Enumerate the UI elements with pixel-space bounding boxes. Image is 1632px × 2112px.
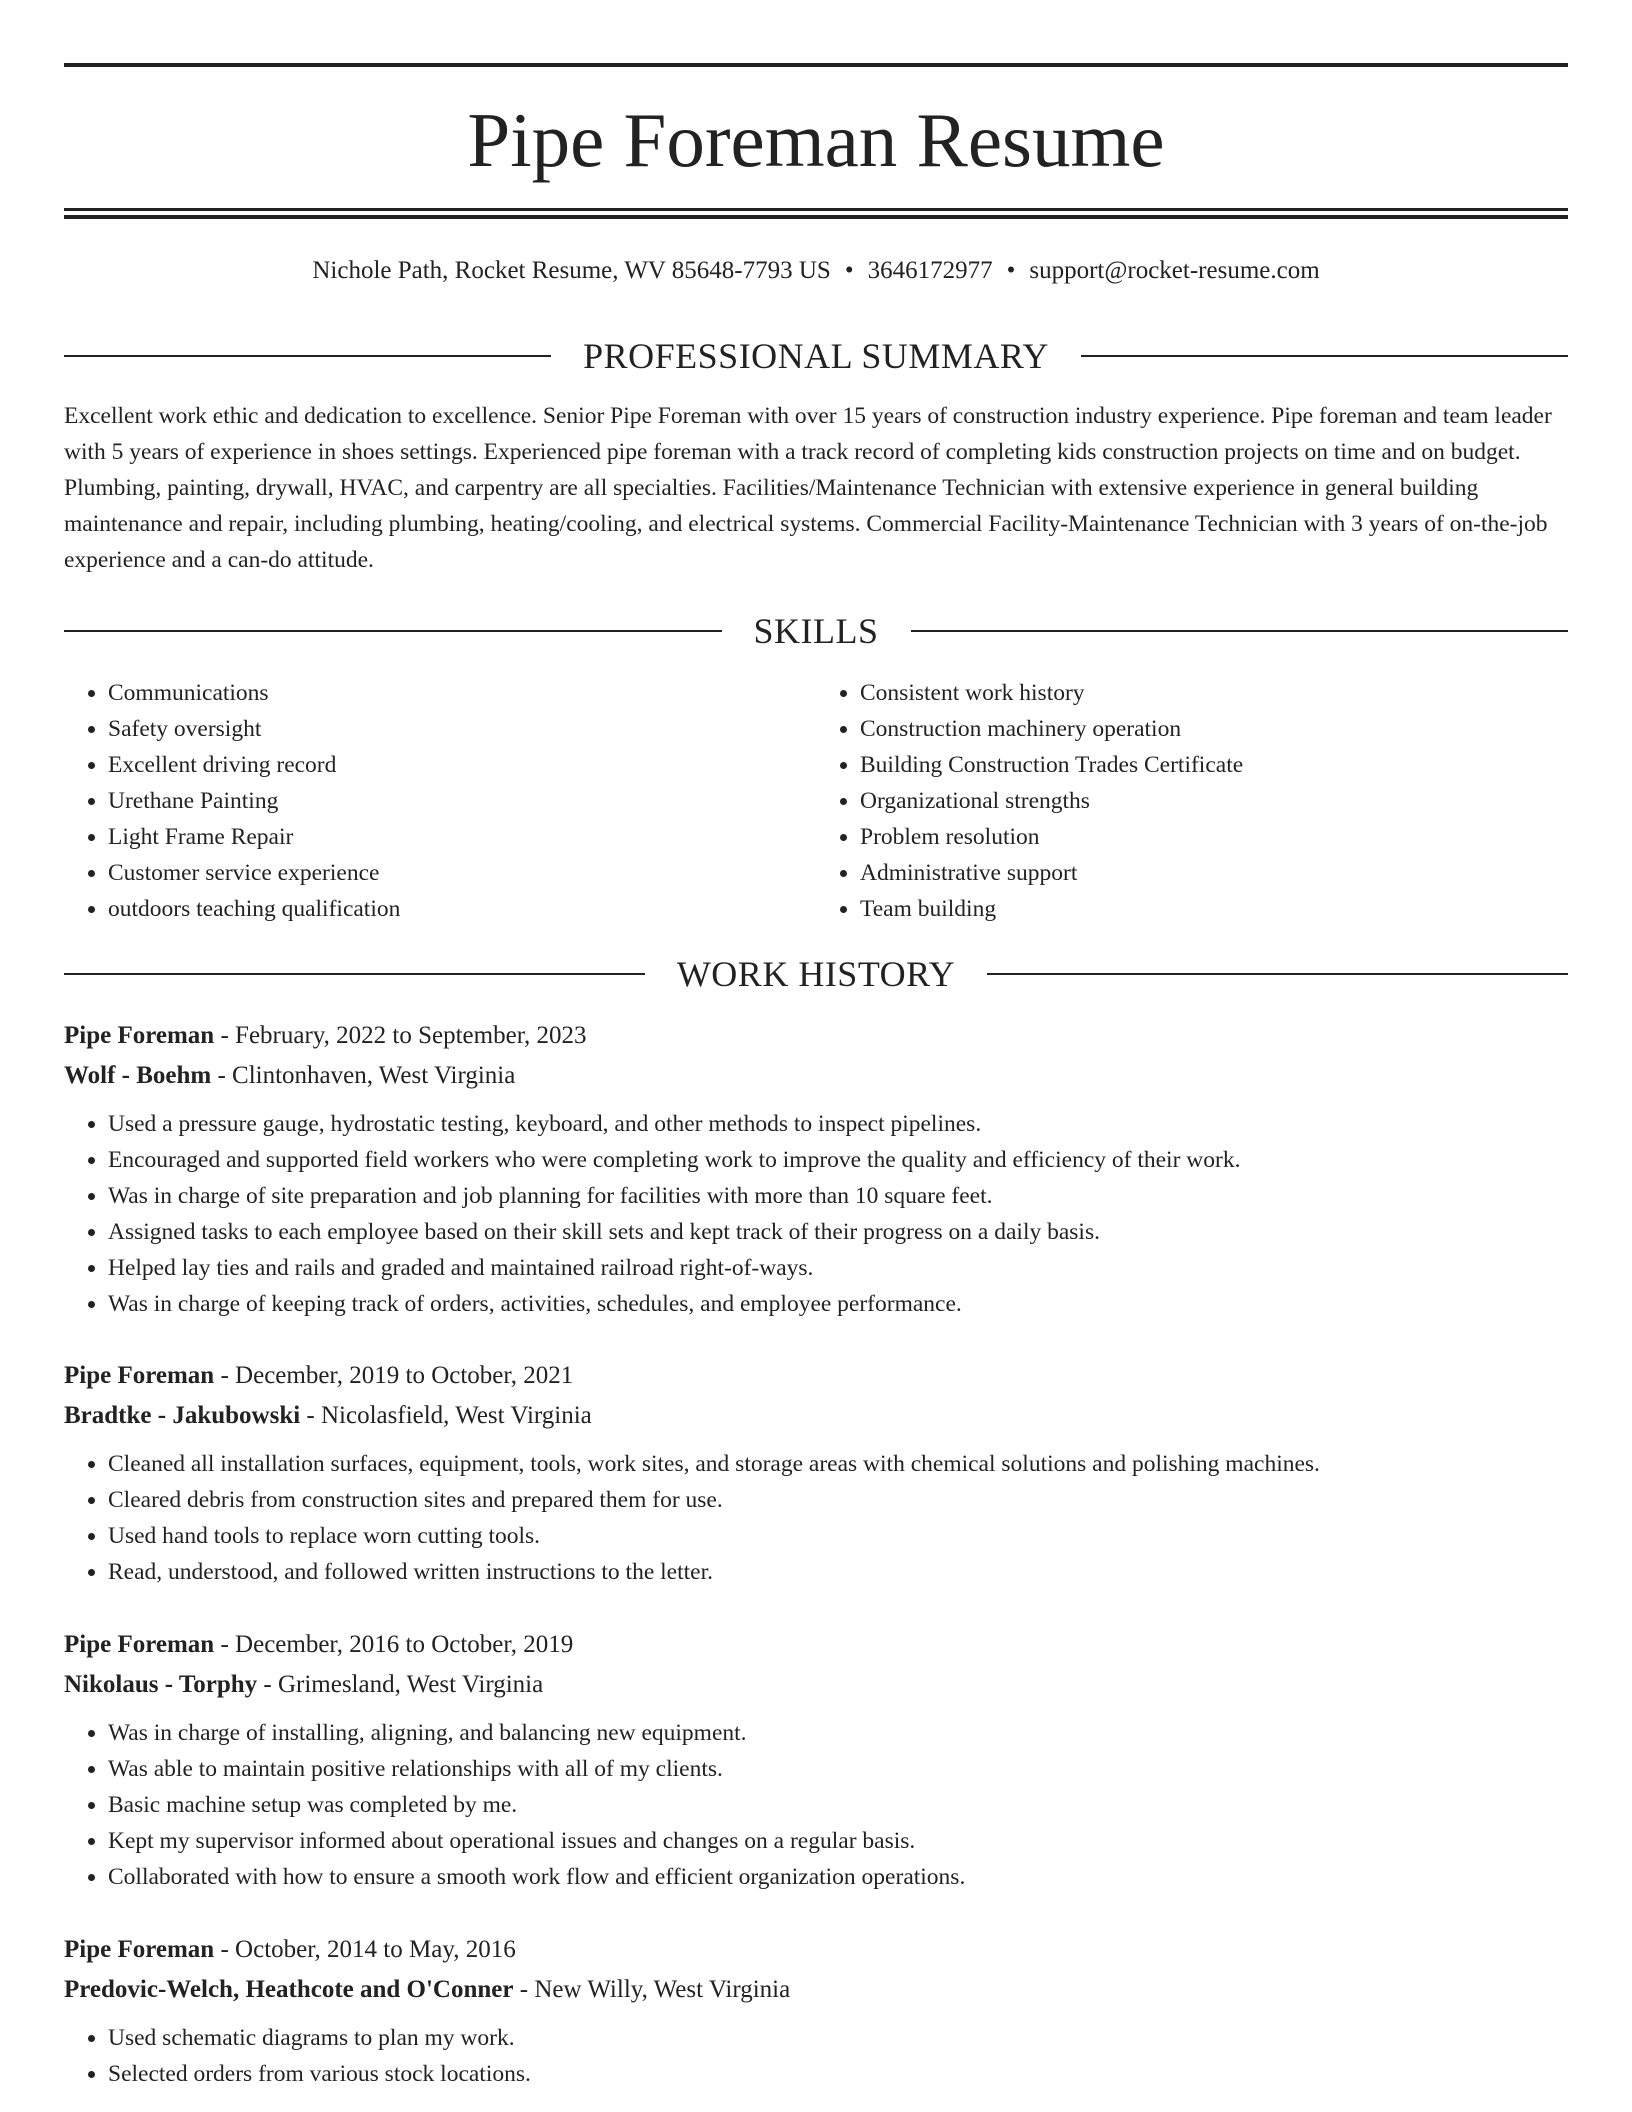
job-duty-item: • Kept my supervisor informed about operational issues and changes on a regular basis.: [108, 1823, 1568, 1859]
page-title: Pipe Foreman Resume: [467, 97, 1165, 183]
section-title: WORK HISTORY: [676, 954, 956, 994]
job-duty-item: • Used schematic diagrams to plan my work.: [108, 2020, 1568, 2056]
skills-column-left: [64, 675, 816, 927]
job-duty-item: • Read, understood, and followed written instructions to the letter.: [108, 1554, 1568, 1590]
job-duty-item: • Used a pressure gauge, hydrostatic testing, keyboard, and other methods to inspect pipelines.: [108, 1106, 1568, 1142]
job-title-line: [64, 1356, 1568, 1396]
section-rule: [987, 973, 1568, 975]
job-location: - New Willy, West Virginia: [513, 1976, 791, 2003]
skills-left-list: [64, 675, 816, 927]
job-duty-item: • Collaborated with how to ensure a smooth work flow and efficient organization operations.: [108, 1859, 1568, 1895]
job-duties-list: [64, 1446, 1568, 1590]
contact-separator: •: [844, 257, 854, 284]
job-entry: [64, 1930, 1568, 2092]
job-dates: - October, 2014 to May, 2016: [214, 1936, 516, 1963]
job-title: Pipe Foreman: [64, 1936, 215, 1963]
section-header-skills: [64, 609, 1568, 653]
skill-item: • Communications: [108, 675, 816, 711]
contact-line: [64, 254, 1568, 288]
section-header-work: [64, 952, 1568, 996]
skill-item: • Team building: [860, 891, 1568, 927]
job-dates: - December, 2019 to October, 2021: [214, 1362, 574, 1389]
job-company: Wolf - Boehm: [64, 1062, 212, 1089]
job-location: - Clintonhaven, West Virginia: [211, 1062, 516, 1089]
contact-address: Nichole Path, Rocket Resume, WV 85648-7793 US: [312, 257, 831, 284]
skill-item: • Building Construction Trades Certificate: [860, 747, 1568, 783]
job-title-line: [64, 1930, 1568, 1970]
job-title-line: [64, 1625, 1568, 1665]
job-company-line: [64, 1970, 1568, 2010]
job-dates: - February, 2022 to September, 2023: [214, 1022, 587, 1049]
job-duties-list: [64, 1106, 1568, 1322]
job-company-line: [64, 1056, 1568, 1096]
job-duty-item: • Basic machine setup was completed by me.: [108, 1787, 1568, 1823]
job-duty-item: • Was in charge of installing, aligning, and balancing new equipment.: [108, 1715, 1568, 1751]
job-duty-item: • Was able to maintain positive relationships with all of my clients.: [108, 1751, 1568, 1787]
skill-item: • Excellent driving record: [108, 747, 816, 783]
job-company: Bradtke - Jakubowski: [64, 1402, 301, 1429]
job-duties-list: [64, 1715, 1568, 1895]
section-title: SKILLS: [753, 611, 879, 651]
contact-separator: •: [1006, 257, 1016, 284]
job-duty-item: • Helped lay ties and rails and graded and maintained railroad right-of-ways.: [108, 1250, 1568, 1286]
section-rule: [1081, 355, 1568, 357]
contact-phone: 3646172977: [867, 257, 993, 284]
job-dates: - December, 2016 to October, 2019: [214, 1631, 574, 1658]
section-rule: [64, 630, 722, 632]
job-entry: [64, 1016, 1568, 1322]
skill-item: • Problem resolution: [860, 819, 1568, 855]
job-duty-item: • Selected orders from various stock locations.: [108, 2056, 1568, 2092]
job-duty-item: • Cleaned all installation surfaces, equipment, tools, work sites, and storage areas with chemical solutions and polishing machines.: [108, 1446, 1568, 1482]
job-company: Nikolaus - Torphy: [64, 1671, 258, 1698]
job-duty-item: • Cleared debris from construction sites and prepared them for use.: [108, 1482, 1568, 1518]
job-duty-item: • Assigned tasks to each employee based on their skill sets and kept track of their progress on a daily basis.: [108, 1214, 1568, 1250]
contact-email: support@rocket-resume.com: [1029, 257, 1320, 284]
job-company: Predovic-Welch, Heathcote and O'Conner: [64, 1976, 514, 2003]
job-entry: [64, 1356, 1568, 1590]
section-rule: [911, 630, 1569, 632]
skill-item: • Construction machinery operation: [860, 711, 1568, 747]
job-title-line: [64, 1016, 1568, 1056]
skill-item: • Organizational strengths: [860, 783, 1568, 819]
job-title: Pipe Foreman: [64, 1631, 215, 1658]
skill-item: • Consistent work history: [860, 675, 1568, 711]
job-duty-item: • Encouraged and supported field workers who were completing work to improve the quality and efficiency of their work.: [108, 1142, 1568, 1178]
skill-item: • Light Frame Repair: [108, 819, 816, 855]
skills-column-right: [816, 675, 1568, 927]
skill-item: • Customer service experience: [108, 855, 816, 891]
skills-right-list: [816, 675, 1568, 927]
skill-item: • Safety oversight: [108, 711, 816, 747]
job-title: Pipe Foreman: [64, 1362, 215, 1389]
skill-item: • Administrative support: [860, 855, 1568, 891]
skill-item: • Urethane Painting: [108, 783, 816, 819]
top-rule: [64, 63, 1568, 67]
job-duty-item: • Used hand tools to replace worn cutting tools.: [108, 1518, 1568, 1554]
job-entry: [64, 1625, 1568, 1895]
section-title: PROFESSIONAL SUMMARY: [583, 336, 1049, 376]
section-header-summary: [64, 334, 1568, 378]
job-location: - Grimesland, West Virginia: [257, 1671, 544, 1698]
section-rule: [64, 973, 645, 975]
title-double-rule: [64, 208, 1568, 219]
job-duty-item: • Was in charge of keeping track of orders, activities, schedules, and employee performance.: [108, 1286, 1568, 1322]
job-company-line: [64, 1396, 1568, 1436]
job-duty-item: • Was in charge of site preparation and job planning for facilities with more than 10 square feet.: [108, 1178, 1568, 1214]
job-duties-list: [64, 2020, 1568, 2092]
job-location: - Nicolasfield, West Virginia: [300, 1402, 592, 1429]
job-company-line: [64, 1665, 1568, 1705]
summary-text: Excellent work ethic and dedication to excellence. Senior Pipe Foreman with over 15 years of construction industry experience. Pipe foreman and team leader with 5 years of experience in shoes settings. Experienced pipe foreman with a track record of completing kids construction projects on time and on budget. Plumbing, painting, drywall, HVAC, and carpentry are all specialties. Facilities/Maintenance Technician with extensive experience in general building maintenance and repair, including plumbing, heating/cooling, and electrical systems. Commercial Facility-Maintenance Technician with 3 years of on-the-job experience and a can-do attitude.: [64, 403, 1552, 573]
job-title: Pipe Foreman: [64, 1022, 215, 1049]
section-rule: [64, 355, 551, 357]
skill-item: • outdoors teaching qualification: [108, 891, 816, 927]
skills-list: [64, 675, 1568, 927]
